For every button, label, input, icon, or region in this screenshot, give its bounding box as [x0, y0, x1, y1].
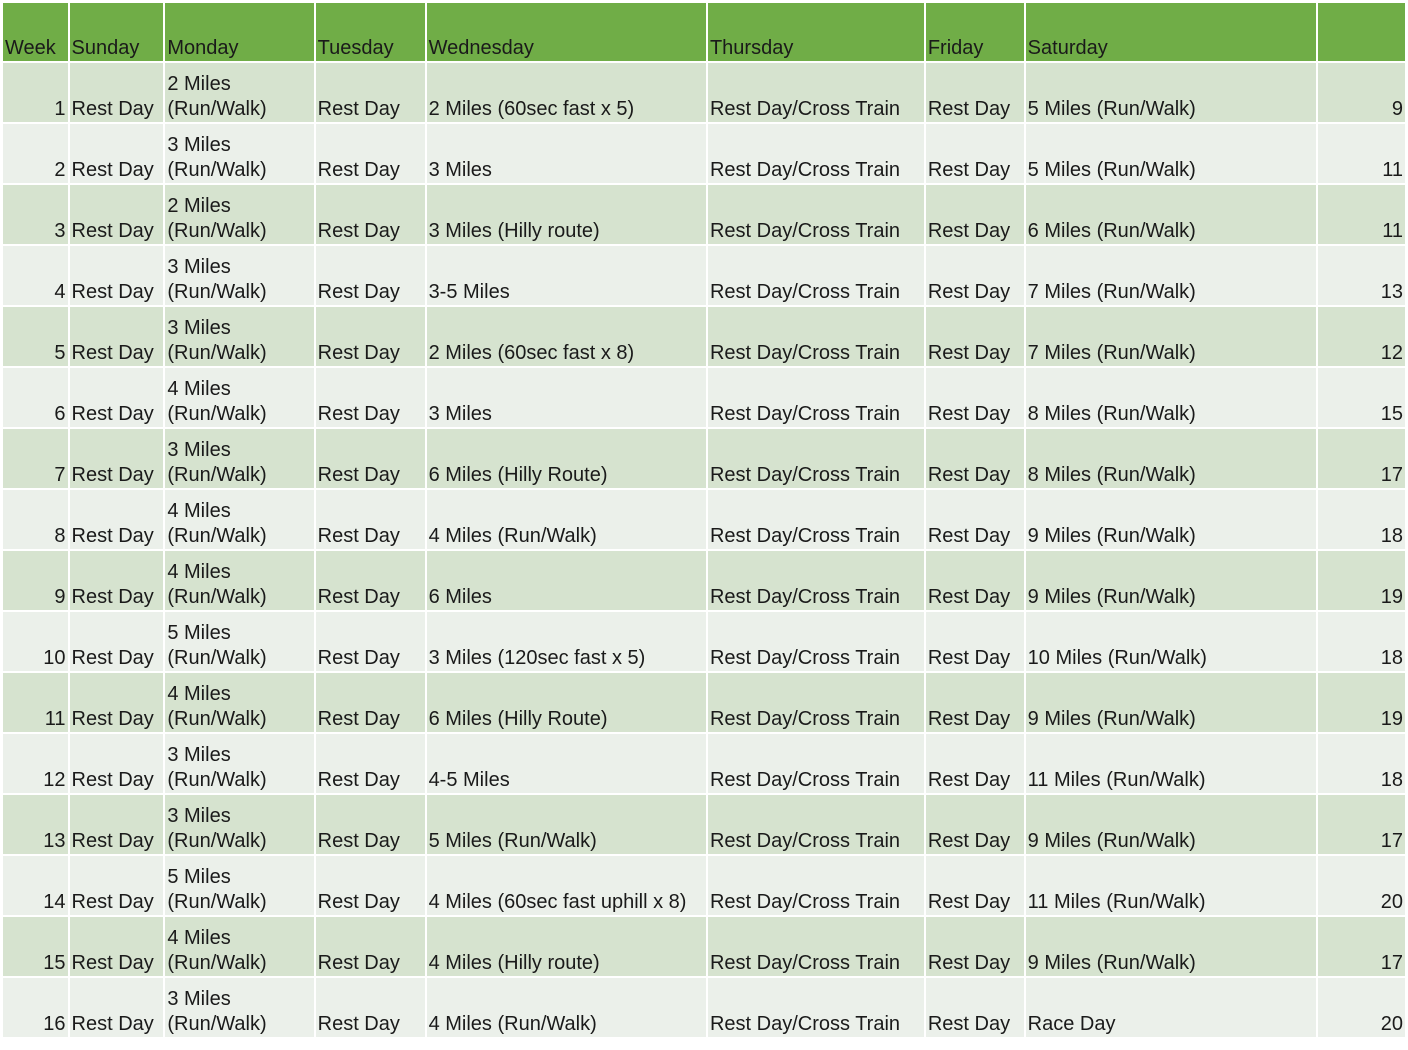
cell-tuesday: Rest Day	[316, 124, 425, 183]
cell-monday	[165, 246, 313, 305]
monday-distance: 2 Miles	[167, 73, 231, 95]
cell-total: 17	[1318, 917, 1405, 976]
cell-sunday: Rest Day	[70, 429, 164, 488]
cell-tuesday: Rest Day	[316, 795, 425, 854]
cell-wednesday: 3-5 Miles	[427, 246, 706, 305]
cell-sunday: Rest Day	[70, 368, 164, 427]
cell-monday	[165, 368, 313, 427]
cell-tuesday: Rest Day	[316, 978, 425, 1037]
monday-mode: (Run/Walk)	[167, 159, 267, 181]
cell-total: 17	[1318, 429, 1405, 488]
cell-saturday: 5 Miles (Run/Walk)	[1026, 124, 1317, 183]
cell-friday: Rest Day	[926, 612, 1024, 671]
monday-mode: (Run/Walk)	[167, 830, 267, 852]
cell-saturday: 8 Miles (Run/Walk)	[1026, 429, 1317, 488]
table-row	[3, 429, 1405, 488]
cell-thursday: Rest Day/Cross Train	[708, 673, 924, 732]
monday-distance: 3 Miles	[167, 134, 231, 156]
cell-monday	[165, 612, 313, 671]
monday-mode: (Run/Walk)	[167, 464, 267, 486]
cell-week: 9	[3, 551, 68, 610]
cell-saturday: 11 Miles (Run/Walk)	[1026, 856, 1317, 915]
cell-sunday: Rest Day	[70, 490, 164, 549]
cell-wednesday: 5 Miles (Run/Walk)	[427, 795, 706, 854]
cell-wednesday: 6 Miles (Hilly Route)	[427, 429, 706, 488]
cell-total: 19	[1318, 673, 1405, 732]
monday-mode: (Run/Walk)	[167, 342, 267, 364]
cell-wednesday: 2 Miles (60sec fast x 5)	[427, 63, 706, 122]
header-sunday: Sunday	[70, 3, 164, 61]
cell-thursday: Rest Day/Cross Train	[708, 795, 924, 854]
cell-sunday: Rest Day	[70, 246, 164, 305]
cell-thursday: Rest Day/Cross Train	[708, 63, 924, 122]
cell-total: 18	[1318, 734, 1405, 793]
cell-thursday: Rest Day/Cross Train	[708, 124, 924, 183]
cell-tuesday: Rest Day	[316, 185, 425, 244]
header-tuesday: Tuesday	[316, 3, 425, 61]
table-row	[3, 124, 1405, 183]
monday-mode: (Run/Walk)	[167, 98, 267, 120]
cell-monday	[165, 917, 313, 976]
cell-monday	[165, 307, 313, 366]
cell-tuesday: Rest Day	[316, 246, 425, 305]
monday-distance: 4 Miles	[167, 500, 231, 522]
cell-friday: Rest Day	[926, 856, 1024, 915]
monday-mode: (Run/Walk)	[167, 769, 267, 791]
cell-friday: Rest Day	[926, 978, 1024, 1037]
cell-tuesday: Rest Day	[316, 673, 425, 732]
cell-saturday: 8 Miles (Run/Walk)	[1026, 368, 1317, 427]
header-week: Week	[3, 3, 68, 61]
cell-total: 20	[1318, 978, 1405, 1037]
cell-monday	[165, 551, 313, 610]
cell-week: 5	[3, 307, 68, 366]
cell-saturday: 9 Miles (Run/Walk)	[1026, 490, 1317, 549]
cell-total: 20	[1318, 856, 1405, 915]
cell-saturday: 11 Miles (Run/Walk)	[1026, 734, 1317, 793]
cell-tuesday: Rest Day	[316, 551, 425, 610]
cell-thursday: Rest Day/Cross Train	[708, 612, 924, 671]
cell-sunday: Rest Day	[70, 63, 164, 122]
cell-friday: Rest Day	[926, 734, 1024, 793]
schedule-body	[3, 63, 1405, 1037]
cell-sunday: Rest Day	[70, 917, 164, 976]
cell-thursday: Rest Day/Cross Train	[708, 185, 924, 244]
cell-thursday: Rest Day/Cross Train	[708, 490, 924, 549]
cell-wednesday: 4 Miles (Run/Walk)	[427, 978, 706, 1037]
monday-mode: (Run/Walk)	[167, 281, 267, 303]
cell-friday: Rest Day	[926, 551, 1024, 610]
cell-sunday: Rest Day	[70, 856, 164, 915]
cell-saturday: 7 Miles (Run/Walk)	[1026, 246, 1317, 305]
cell-monday	[165, 673, 313, 732]
cell-monday	[165, 795, 313, 854]
cell-thursday: Rest Day/Cross Train	[708, 917, 924, 976]
table-row	[3, 307, 1405, 366]
monday-distance: 3 Miles	[167, 805, 231, 827]
cell-saturday: 6 Miles (Run/Walk)	[1026, 185, 1317, 244]
cell-wednesday: 3 Miles (120sec fast x 5)	[427, 612, 706, 671]
monday-mode: (Run/Walk)	[167, 1013, 267, 1035]
cell-friday: Rest Day	[926, 917, 1024, 976]
cell-week: 7	[3, 429, 68, 488]
cell-tuesday: Rest Day	[316, 612, 425, 671]
cell-total: 15	[1318, 368, 1405, 427]
cell-saturday: Race Day	[1026, 978, 1317, 1037]
header-thursday: Thursday	[708, 3, 924, 61]
cell-friday: Rest Day	[926, 307, 1024, 366]
cell-saturday: 10 Miles (Run/Walk)	[1026, 612, 1317, 671]
cell-tuesday: Rest Day	[316, 429, 425, 488]
cell-total: 9	[1318, 63, 1405, 122]
cell-week: 14	[3, 856, 68, 915]
cell-sunday: Rest Day	[70, 551, 164, 610]
cell-friday: Rest Day	[926, 795, 1024, 854]
monday-distance: 4 Miles	[167, 683, 231, 705]
cell-friday: Rest Day	[926, 185, 1024, 244]
cell-week: 11	[3, 673, 68, 732]
cell-week: 6	[3, 368, 68, 427]
cell-monday	[165, 429, 313, 488]
cell-wednesday: 2 Miles (60sec fast x 8)	[427, 307, 706, 366]
monday-distance: 3 Miles	[167, 439, 231, 461]
cell-week: 8	[3, 490, 68, 549]
cell-sunday: Rest Day	[70, 307, 164, 366]
monday-distance: 2 Miles	[167, 195, 231, 217]
cell-thursday: Rest Day/Cross Train	[708, 856, 924, 915]
cell-wednesday: 3 Miles	[427, 124, 706, 183]
cell-sunday: Rest Day	[70, 795, 164, 854]
table-row	[3, 246, 1405, 305]
table-row	[3, 856, 1405, 915]
cell-total: 12	[1318, 307, 1405, 366]
monday-mode: (Run/Walk)	[167, 708, 267, 730]
cell-friday: Rest Day	[926, 246, 1024, 305]
table-row	[3, 63, 1405, 122]
cell-thursday: Rest Day/Cross Train	[708, 734, 924, 793]
cell-friday: Rest Day	[926, 490, 1024, 549]
monday-distance: 3 Miles	[167, 317, 231, 339]
cell-total: 18	[1318, 612, 1405, 671]
table-row	[3, 795, 1405, 854]
header-wednesday: Wednesday	[427, 3, 706, 61]
cell-tuesday: Rest Day	[316, 368, 425, 427]
cell-monday	[165, 734, 313, 793]
cell-monday	[165, 978, 313, 1037]
table-row	[3, 490, 1405, 549]
cell-friday: Rest Day	[926, 368, 1024, 427]
monday-mode: (Run/Walk)	[167, 403, 267, 425]
cell-week: 10	[3, 612, 68, 671]
table-row	[3, 978, 1405, 1037]
cell-week: 1	[3, 63, 68, 122]
cell-tuesday: Rest Day	[316, 307, 425, 366]
monday-mode: (Run/Walk)	[167, 891, 267, 913]
cell-thursday: Rest Day/Cross Train	[708, 246, 924, 305]
cell-thursday: Rest Day/Cross Train	[708, 551, 924, 610]
monday-distance: 3 Miles	[167, 256, 231, 278]
cell-thursday: Rest Day/Cross Train	[708, 429, 924, 488]
table-row	[3, 673, 1405, 732]
monday-distance: 4 Miles	[167, 561, 231, 583]
cell-saturday: 5 Miles (Run/Walk)	[1026, 63, 1317, 122]
cell-monday	[165, 185, 313, 244]
cell-monday	[165, 490, 313, 549]
cell-week: 16	[3, 978, 68, 1037]
cell-total: 19	[1318, 551, 1405, 610]
cell-thursday: Rest Day/Cross Train	[708, 978, 924, 1037]
monday-distance: 5 Miles	[167, 866, 231, 888]
cell-total: 17	[1318, 795, 1405, 854]
training-schedule-table	[1, 1, 1407, 1039]
cell-saturday: 9 Miles (Run/Walk)	[1026, 917, 1317, 976]
header-friday: Friday	[926, 3, 1024, 61]
header-total	[1318, 3, 1405, 61]
cell-wednesday: 4 Miles (Hilly route)	[427, 917, 706, 976]
cell-wednesday: 4 Miles (Run/Walk)	[427, 490, 706, 549]
monday-mode: (Run/Walk)	[167, 952, 267, 974]
cell-tuesday: Rest Day	[316, 63, 425, 122]
cell-monday	[165, 856, 313, 915]
header-monday: Monday	[165, 3, 313, 61]
table-row	[3, 185, 1405, 244]
header-saturday: Saturday	[1026, 3, 1317, 61]
monday-mode: (Run/Walk)	[167, 220, 267, 242]
header-row	[3, 3, 1405, 61]
cell-friday: Rest Day	[926, 429, 1024, 488]
cell-week: 12	[3, 734, 68, 793]
cell-sunday: Rest Day	[70, 612, 164, 671]
monday-distance: 4 Miles	[167, 378, 231, 400]
cell-monday	[165, 63, 313, 122]
cell-tuesday: Rest Day	[316, 490, 425, 549]
cell-saturday: 9 Miles (Run/Walk)	[1026, 551, 1317, 610]
cell-sunday: Rest Day	[70, 978, 164, 1037]
cell-tuesday: Rest Day	[316, 917, 425, 976]
cell-tuesday: Rest Day	[316, 856, 425, 915]
monday-mode: (Run/Walk)	[167, 525, 267, 547]
cell-sunday: Rest Day	[70, 673, 164, 732]
cell-week: 3	[3, 185, 68, 244]
cell-wednesday: 4-5 Miles	[427, 734, 706, 793]
cell-week: 13	[3, 795, 68, 854]
cell-sunday: Rest Day	[70, 185, 164, 244]
cell-friday: Rest Day	[926, 124, 1024, 183]
cell-total: 11	[1318, 124, 1405, 183]
cell-total: 11	[1318, 185, 1405, 244]
cell-sunday: Rest Day	[70, 734, 164, 793]
monday-distance: 5 Miles	[167, 622, 231, 644]
table-row	[3, 917, 1405, 976]
cell-wednesday: 6 Miles	[427, 551, 706, 610]
table-row	[3, 551, 1405, 610]
cell-total: 18	[1318, 490, 1405, 549]
cell-week: 15	[3, 917, 68, 976]
monday-mode: (Run/Walk)	[167, 586, 267, 608]
cell-wednesday: 3 Miles (Hilly route)	[427, 185, 706, 244]
table-row	[3, 368, 1405, 427]
monday-distance: 3 Miles	[167, 988, 231, 1010]
cell-saturday: 9 Miles (Run/Walk)	[1026, 673, 1317, 732]
cell-monday	[165, 124, 313, 183]
cell-friday: Rest Day	[926, 673, 1024, 732]
table-row	[3, 612, 1405, 671]
cell-friday: Rest Day	[926, 63, 1024, 122]
cell-week: 4	[3, 246, 68, 305]
cell-thursday: Rest Day/Cross Train	[708, 368, 924, 427]
cell-tuesday: Rest Day	[316, 734, 425, 793]
cell-saturday: 7 Miles (Run/Walk)	[1026, 307, 1317, 366]
table-row	[3, 734, 1405, 793]
cell-sunday: Rest Day	[70, 124, 164, 183]
cell-week: 2	[3, 124, 68, 183]
cell-saturday: 9 Miles (Run/Walk)	[1026, 795, 1317, 854]
cell-total: 13	[1318, 246, 1405, 305]
monday-mode: (Run/Walk)	[167, 647, 267, 669]
cell-wednesday: 4 Miles (60sec fast uphill x 8)	[427, 856, 706, 915]
monday-distance: 3 Miles	[167, 744, 231, 766]
cell-wednesday: 3 Miles	[427, 368, 706, 427]
cell-thursday: Rest Day/Cross Train	[708, 307, 924, 366]
cell-wednesday: 6 Miles (Hilly Route)	[427, 673, 706, 732]
monday-distance: 4 Miles	[167, 927, 231, 949]
